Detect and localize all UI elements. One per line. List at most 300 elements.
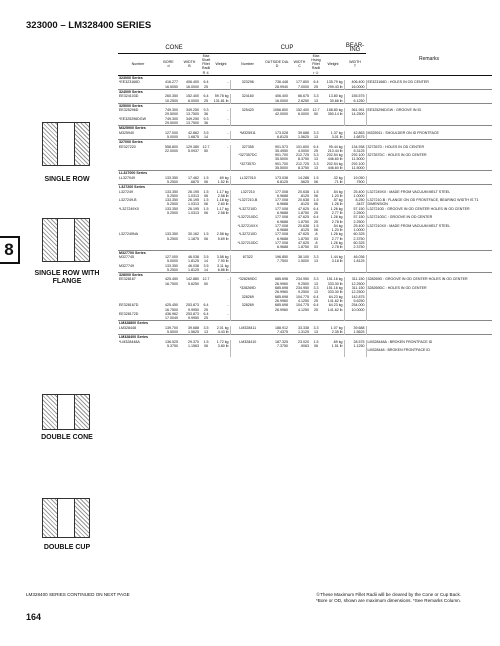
cup-number: LL327010 xyxy=(230,176,265,185)
cup-fillet-line: 3.3 xyxy=(313,153,319,158)
cup-number xyxy=(230,117,265,126)
cone-width xyxy=(179,224,200,233)
cone-bore-line: 260.350 xyxy=(165,94,178,99)
cup-width-line: 47.625 xyxy=(298,215,309,220)
cup-od xyxy=(265,312,289,321)
cup-fillet-line: 6.4 xyxy=(313,206,319,211)
bearing-width xyxy=(344,277,366,286)
cup-od-line: 26.9960 xyxy=(275,290,288,295)
cone-fillet-line: 14 xyxy=(204,267,208,272)
cup-fillet-line: 6.4 xyxy=(313,144,319,149)
bearing-width-line: 1.0000 xyxy=(353,193,365,198)
cup-width-line: 47.625 xyxy=(298,206,309,211)
cone-width xyxy=(179,241,200,250)
series-label: M327700 Series xyxy=(118,250,492,255)
cup-fillet-line: 13 xyxy=(314,157,318,162)
cone-bore-line: 127.000 xyxy=(165,130,178,135)
bearing-width-line: .7500 xyxy=(355,179,365,184)
cup-od xyxy=(265,94,289,103)
column-header: BORE d xyxy=(158,53,179,75)
cone-fillet-line: 1.5 xyxy=(203,232,209,237)
cup-od-line: 7.3750 xyxy=(277,343,288,348)
cone-weight: 3.11 kg 6.86 lb xyxy=(216,263,229,272)
cone-width xyxy=(179,176,200,185)
bearing-width-line: 2.2500 xyxy=(353,210,365,215)
bearing-width-line: 142.875 xyxy=(351,294,365,299)
cone-width xyxy=(179,117,200,126)
cone-bore xyxy=(158,295,179,304)
table-row xyxy=(118,264,492,273)
cone-fillet xyxy=(200,215,212,224)
cup-width-line: 4.0000 xyxy=(298,148,309,153)
bearing-width-line: 155.575 xyxy=(351,94,365,99)
bearing-width xyxy=(344,108,366,117)
cone-bore xyxy=(158,348,179,357)
bearing-width-line: 1.8125 xyxy=(353,259,365,264)
cone-fillet-line: 25 xyxy=(204,98,208,103)
cup-fillet-line: 3.3 xyxy=(313,94,319,99)
cone-fillet xyxy=(200,264,212,273)
cup-weight: 95.44 kg 210.44 lb xyxy=(327,144,343,153)
cone-width xyxy=(179,108,200,117)
cone-fillet xyxy=(200,232,212,241)
cone-weight xyxy=(212,224,230,233)
cone-number: LL327049 xyxy=(119,175,135,180)
cup-fillet xyxy=(310,198,322,207)
cone-bore xyxy=(158,162,179,171)
cone-bore xyxy=(158,131,179,140)
double-cup-figure xyxy=(42,498,90,538)
cup-fillet xyxy=(310,312,322,321)
cone-weight xyxy=(212,215,230,224)
cone-bore xyxy=(158,312,179,321)
cup-weight xyxy=(322,117,344,126)
cup-fillet xyxy=(310,153,322,162)
cup-number: LM328411 xyxy=(230,326,265,335)
column-header: WIDTH T xyxy=(344,53,366,75)
cup-number: *327357DC xyxy=(230,153,265,162)
series-label: LM328400 Series xyxy=(118,335,492,340)
cup-weight: 158.80 kg 350.14 lb xyxy=(326,108,343,117)
cone-weight: - xyxy=(227,80,229,85)
cup-fillet-line: 3.3 xyxy=(313,161,319,166)
cone-fillet-line: 50 xyxy=(204,281,208,286)
series-label: 325000 Series xyxy=(118,103,492,108)
cup-width-line: 4.1250 xyxy=(298,298,309,303)
cone-weight: 2.58 kg 5.69 lb xyxy=(216,232,229,241)
cup-width-line: 9.2500 xyxy=(298,290,309,295)
cone-bore-line: 22.0000 xyxy=(165,148,178,153)
cup-fillet-line: 03 xyxy=(314,245,318,250)
cup-od-line: 685.698 xyxy=(275,303,288,308)
cup-width xyxy=(289,312,310,321)
cone-width-line: 5.0937 xyxy=(188,148,199,153)
cone-fillet-line: 12.7 xyxy=(202,144,210,149)
cone-bore-line: 5.2500 xyxy=(167,202,178,207)
cone-weight: - xyxy=(227,116,229,121)
cone-bore-line: 5.2500 xyxy=(167,193,178,198)
cone-width-line: 253.873 xyxy=(186,303,199,308)
cone-bore xyxy=(158,94,179,103)
single-row-flange-figure xyxy=(42,218,90,262)
cone-fillet-line: 25 xyxy=(204,307,208,312)
bearing-width-line: 8.250 xyxy=(355,198,365,203)
cone-width-line: 29.370 xyxy=(188,339,199,344)
cone-fillet xyxy=(200,286,212,295)
cone-width-line: 9.9950 xyxy=(188,316,199,321)
cone-width-line: 39.688 xyxy=(188,325,199,330)
cone-width-line: 253.873 xyxy=(186,311,199,316)
cup-number: *L327210D xyxy=(230,232,265,241)
cup-width-line: .8125 xyxy=(300,193,309,198)
cone-fillet xyxy=(200,176,212,185)
cup-weight: .69 kg 1.51 lb xyxy=(331,339,343,348)
remarks: EE325296DGW : GROOVE IN ID xyxy=(366,108,492,117)
cone-fillet xyxy=(200,153,212,162)
cup-width xyxy=(289,232,310,241)
cup-fillet-line: 06 xyxy=(314,343,318,348)
footnotes xyxy=(316,592,496,603)
cup-fillet-line: 3.3 xyxy=(313,277,319,282)
cup-weight: 64.23 kg 141.62 lb xyxy=(327,294,343,303)
cup-width xyxy=(289,264,310,273)
bearing-width-line: 406.400 xyxy=(351,80,365,85)
cone-fillet xyxy=(200,224,212,233)
cone-bore-line: 5.2500 xyxy=(167,267,178,272)
cup-width-line: 9.2500 xyxy=(298,281,309,286)
remarks xyxy=(366,94,492,103)
cone-bore-line: 5.2500 xyxy=(167,236,178,241)
cup-number xyxy=(230,264,265,273)
cup-weight: 151.16 kg 333.30 lb xyxy=(326,277,343,286)
bearing-width-line: 361.951 xyxy=(351,108,365,113)
cone-bore xyxy=(158,215,179,224)
cup-fillet xyxy=(310,215,322,224)
cup-od xyxy=(265,162,289,171)
cone-width-line: 5.6250 xyxy=(188,281,199,286)
cone-number: EE325296D xyxy=(119,108,139,113)
cup-fillet-line: 13 xyxy=(314,290,318,295)
cup-width xyxy=(289,348,310,357)
cup-width-line: 20.638 xyxy=(298,189,309,194)
cup-fillet-line: 06 xyxy=(314,202,318,207)
cone-fillet xyxy=(200,190,212,199)
remarks xyxy=(366,295,492,304)
cone-fillet-line: 6.4 xyxy=(203,80,209,85)
cone-bore-line: 139.700 xyxy=(165,325,178,330)
cone-fillet-line: 06 xyxy=(204,236,208,241)
bearing-header: BEAR-ING xyxy=(345,43,365,54)
cup-fillet-line: 1.5 xyxy=(313,339,319,344)
cup-od-line: 35.4950 xyxy=(275,148,288,153)
cup-number: *L327210D xyxy=(230,207,265,216)
cup-fillet-line: 25 xyxy=(314,210,318,215)
bearing-width xyxy=(344,255,366,264)
cone-width xyxy=(179,198,200,207)
cup-weight: .57 kg 1.26 lb xyxy=(331,198,343,207)
column-header: Weight xyxy=(212,53,230,75)
cup-od-line: 35.5000 xyxy=(275,166,288,171)
cup-width-line: 1.5625 xyxy=(298,134,309,139)
cup-fillet xyxy=(310,131,322,140)
bearing-width xyxy=(344,207,366,216)
cone-weight: 59.78 kg 131.81 lb xyxy=(213,94,229,103)
cup-fillet-line: 06 xyxy=(314,193,318,198)
table-row xyxy=(118,224,492,233)
cup-od xyxy=(265,153,289,162)
cup-fillet-line: .8 xyxy=(314,241,318,246)
bearing-width-line: 28.575 xyxy=(353,339,365,344)
remarks xyxy=(366,312,492,321)
cone-fillet xyxy=(200,277,212,286)
cup-fillet xyxy=(310,117,322,126)
cone-bore xyxy=(158,190,179,199)
cone-fillet-line: 13 xyxy=(204,330,208,334)
cup-width-line: 1.3125 xyxy=(298,330,309,334)
cone-bore xyxy=(158,153,179,162)
cone-fillet xyxy=(200,80,212,89)
series-label: 328000 Series xyxy=(118,273,492,278)
cup-width-line: 101.600 xyxy=(296,144,309,149)
bearing-width xyxy=(344,348,366,357)
cone-weight: 3.58 kg 7.90 lb xyxy=(216,254,229,264)
cup-width xyxy=(289,117,310,126)
cup-fillet-line: 50 xyxy=(314,112,318,117)
bearing-width-line: 25.400 xyxy=(353,223,365,228)
cup-number xyxy=(230,312,265,321)
bearing-width xyxy=(344,286,366,295)
cup-fillet-line: 3.3 xyxy=(313,254,319,259)
cone-fillet xyxy=(200,131,212,140)
cone-bore-line: 5.0000 xyxy=(167,134,178,139)
cup-width xyxy=(289,277,310,286)
cup-od-line: 6.9688 xyxy=(277,202,288,207)
cup-number: L327210 xyxy=(230,190,265,199)
cup-number: *L327210XX xyxy=(230,224,265,233)
bearing-width xyxy=(344,295,366,304)
bearing-width-line: 5.6250 xyxy=(353,298,365,303)
cup-fillet-line: 25 xyxy=(314,219,318,224)
cone-width-line: 1.6875 xyxy=(188,134,199,139)
table-row xyxy=(118,277,492,286)
remarks: L327210XX : MADE FROM VACUUM MELT STEEL xyxy=(366,224,492,233)
cup-weight: 151.16 kg 333.30 lb xyxy=(326,286,343,295)
cup-fillet-line: 3.3 xyxy=(313,286,319,291)
cup-od-line: 685.698 xyxy=(275,286,288,291)
cone-bore-line: 136.525 xyxy=(165,339,178,344)
cup-width-line: 33.338 xyxy=(298,325,309,330)
cone-bore xyxy=(158,108,179,117)
remarks: L327249XX : MADE FROM VACUUM MELT STEEL xyxy=(366,190,492,199)
cup-width-line: 20.638 xyxy=(298,198,309,203)
bearing-width xyxy=(344,145,366,154)
cone-number xyxy=(118,215,158,224)
cone-width xyxy=(179,312,200,321)
cone-fillet xyxy=(200,303,212,312)
cup-od-line: 6.9688 xyxy=(277,193,288,198)
page-title: 323000 – LM328400 SERIES xyxy=(26,20,152,31)
bearing-width-line: 2.3750 xyxy=(353,245,365,250)
cone-fillet-line: 1.5 xyxy=(203,175,209,180)
bearing-width-line: 57.150 xyxy=(353,206,365,211)
cup-weight: 13.80 kg 30.66 lb xyxy=(328,94,343,103)
cone-width-line: 13.7500 xyxy=(186,112,199,117)
bearing-width xyxy=(344,198,366,207)
cup-od xyxy=(265,108,289,117)
cup-weight: 1.44 kg 3.18 lb xyxy=(330,254,343,264)
bearing-width-line: 60.325 xyxy=(353,241,365,246)
cup-weight: 1.26 kg 2.78 lb xyxy=(330,241,343,250)
series-label: LL327000 Series xyxy=(118,171,492,176)
bearing-width xyxy=(344,241,366,250)
single-row-figure xyxy=(42,122,90,166)
cup-fillet xyxy=(310,232,322,241)
column-header: WIDTH C xyxy=(289,53,310,75)
cone-fillet-line: 06 xyxy=(204,202,208,207)
cone-weight: 2.01 kg 4.43 lb xyxy=(216,325,229,334)
column-header: Number xyxy=(230,53,265,75)
cup-fillet-line: 06 xyxy=(314,228,318,233)
cone-fillet-line: 36 xyxy=(204,121,208,126)
cup-od xyxy=(265,190,289,199)
cone-weight xyxy=(212,348,230,357)
cup-fillet-line: 25 xyxy=(314,307,318,312)
table-row xyxy=(118,207,492,216)
cone-fillet-line: 25 xyxy=(204,84,208,89)
cone-width-line: 26.195 xyxy=(188,206,199,211)
cup-width-line: 212.725 xyxy=(296,153,309,158)
cup-fillet-line: 1.5 xyxy=(313,223,319,228)
cone-bore-line: 5.5000 xyxy=(167,330,178,334)
bearing-width xyxy=(344,215,366,224)
cup-od-line: 177.008 xyxy=(275,223,288,228)
cup-od-line: 1066.800 xyxy=(273,108,288,113)
cup-fillet xyxy=(310,190,322,199)
cone-fillet xyxy=(200,108,212,117)
cone-bore xyxy=(158,224,179,233)
cup-width xyxy=(289,207,310,216)
cone-fillet-line: 3.5 xyxy=(203,254,209,259)
cup-number: 67322 xyxy=(230,255,265,264)
remarks xyxy=(366,176,492,185)
cone-bore-line: 558.800 xyxy=(165,144,178,149)
cup-width-line: 2.6250 xyxy=(298,98,309,103)
cup-number: *L327210DC xyxy=(230,241,265,250)
cone-bore-line: 133.350 xyxy=(165,198,178,203)
cone-width-line: 16.0000 xyxy=(186,84,199,89)
cup-od-line: 173.038 xyxy=(275,175,288,180)
cone-bore-line: 5.2500 xyxy=(167,179,178,184)
cone-width-line: 129.380 xyxy=(186,144,199,149)
table-row xyxy=(118,117,492,126)
cone-weight: - xyxy=(227,311,229,316)
bearing-width xyxy=(344,94,366,103)
cone-bore xyxy=(158,264,179,273)
cup-od-line: 173.028 xyxy=(275,130,288,135)
bearing-width-line: .3437 xyxy=(355,202,365,207)
cone-fillet xyxy=(200,94,212,103)
cup-od-line: 26.9960 xyxy=(275,281,288,286)
cup-width xyxy=(289,80,310,89)
cone-bore-line: 133.350 xyxy=(165,175,178,180)
cup-width xyxy=(289,224,310,233)
cone-fillet-line: 9.3 xyxy=(203,116,209,121)
bearing-width-line: 1.5625 xyxy=(353,330,365,334)
cone-bore-line: 127.000 xyxy=(165,254,178,259)
cup-od-line: 6.9688 xyxy=(277,236,288,241)
bearing-width xyxy=(344,340,366,349)
cup-width-line: 47.625 xyxy=(298,241,309,246)
cup-weight: .54 kg 1.20 lb xyxy=(331,223,343,233)
cup-fillet xyxy=(310,286,322,295)
cup-width-line: 38.100 xyxy=(298,254,309,259)
figure-label-double-cup: DOUBLE CUP xyxy=(43,544,91,551)
cup-width-line: .8125 xyxy=(300,228,309,233)
bearing-width-line: 16.0000 xyxy=(351,84,365,89)
bearing-width-line: 2.2500 xyxy=(353,219,365,224)
cup-fillet-line: 3.3 xyxy=(313,325,319,330)
cup-width xyxy=(289,190,310,199)
cone-width xyxy=(179,255,200,264)
cone-weight xyxy=(212,286,230,295)
cone-bore-line: 5.3750 xyxy=(167,343,178,348)
cup-od xyxy=(265,117,289,126)
cup-fillet xyxy=(310,277,322,286)
cup-width xyxy=(289,340,310,349)
cup-od-line: 177.008 xyxy=(275,189,288,194)
cup-od-line: 406.400 xyxy=(275,94,288,99)
cone-fillet-line: 1.5 xyxy=(203,198,209,203)
cone-fillet xyxy=(200,255,212,264)
bearing-width-line: 1.1250 xyxy=(353,343,365,348)
cup-fillet xyxy=(310,162,322,171)
cone-bore xyxy=(158,232,179,241)
bearing-width-line: 311.150 xyxy=(351,286,365,291)
cup-od-line: 35.5000 xyxy=(275,157,288,162)
bearing-width xyxy=(344,264,366,273)
cone-bore-line: 416.277 xyxy=(165,80,178,85)
remarks: L327210D : GROOVE IN OD CENTER HOLES IN OD CENTER xyxy=(366,207,492,216)
cup-width-line: 104.775 xyxy=(296,294,309,299)
cone-weight xyxy=(212,295,230,304)
cone-number: *L327249XX xyxy=(119,206,140,211)
series-label: LM328800 Series xyxy=(118,321,492,326)
cup-od xyxy=(265,198,289,207)
cup-width-line: 1.8750 xyxy=(298,210,309,215)
cup-od xyxy=(265,207,289,216)
cone-fillet xyxy=(200,241,212,250)
cup-od-line: 177.008 xyxy=(275,232,288,237)
cup-od-line: 177.008 xyxy=(275,198,288,203)
cone-weight xyxy=(212,153,230,162)
cone-width-line: .6875 xyxy=(190,179,199,184)
cup-weight xyxy=(322,348,344,357)
cup-fillet xyxy=(310,94,322,103)
cone-bore-line: 16.5050 xyxy=(165,84,178,89)
cup-width-line: 8.3750 xyxy=(298,166,309,171)
cup-fillet-line: 25 xyxy=(314,84,318,89)
cone-fillet-line: 12.7 xyxy=(202,277,210,282)
cup-width-line: 152.400 xyxy=(296,108,309,113)
cone-bore xyxy=(158,277,179,286)
table-row xyxy=(118,153,492,162)
cup-weight: 1.37 kg 3.01 lb xyxy=(330,130,343,139)
cup-weight: 202.54 kg 446.60 lb xyxy=(326,153,343,162)
footnote-1: ①These Maximum Fillet Radii will be cleared by the Cone or Cup Back. xyxy=(316,592,462,597)
table-row xyxy=(118,162,492,171)
cone-weight: 1.17 kg 2.58 lb xyxy=(216,206,229,215)
cup-fillet-line: 1.5 xyxy=(313,189,319,194)
